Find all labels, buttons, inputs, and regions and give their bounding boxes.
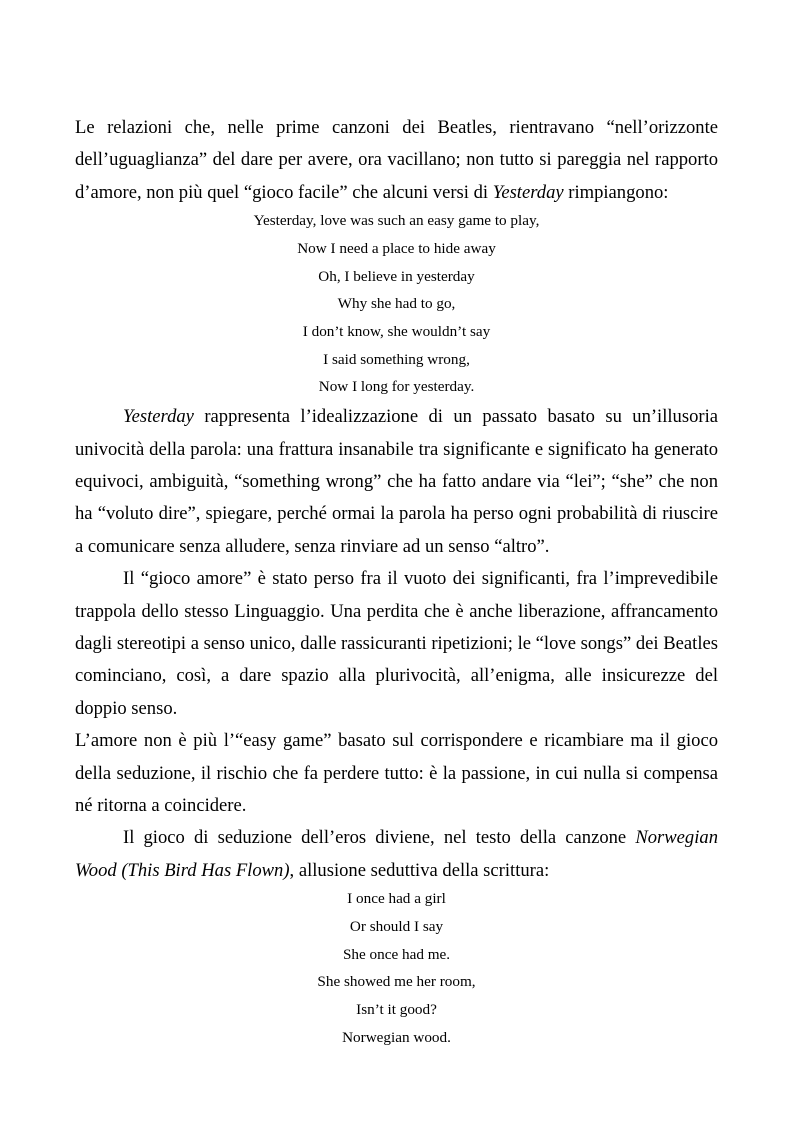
paragraph-yesterday-analysis-text: rappresenta l’idealizzazione di un passato basato su un’illusoria univocità della parola: una frattura insanabile tra significante e significato ha generato equivoci, ambiguità, “something wrong” che ha fatto andare via “lei”; “she” che non ha “voluto dire”, spiegare, perché ormai la parola ha perso ogni probabilità di riuscire a comunicare senza alludere, senza rinviare ad un senso “altro”. [75,406,718,557]
lyric-line: Or should I say [349,917,444,935]
lyric-line: She showed me her room, [317,973,476,991]
paragraph-intro-end: rimpiangono: [563,181,669,203]
lyric-line: I don’t know, she wouldn’t say [302,323,491,341]
lyric-line: Why she had to go, [337,295,456,313]
paragraph-seduzione [75,822,718,887]
lyric-line: Now I long for yesterday. [318,378,475,396]
document-page [75,112,718,1051]
paragraph-yesterday-analysis [75,401,718,563]
paragraph-intro-text: Le relazioni che, nelle prime canzoni dei Beatles, rientravano “nell’orizzonte dell’uguaglianza” del dare per avere, ora vacillano; non tutto si pareggia nel rapporto d’amore, non più quel “gioco facile” che alcuni versi di [75,117,718,203]
paragraph-seduzione-end: , allusione seduttiva della scrittura: [289,859,550,881]
paragraph-gioco-amore: Il “gioco amore” è stato perso fra il vuoto dei significanti, fra l’imprevedibile trappola dello stesso Linguaggio. Una perdita che è anche liberazione, affrancamento dagli stereotipi a senso unico, dalle rassicuranti ripetizioni; le “love songs” dei Beatles cominciano, così, a dare spazio alla plurivocità, all’enigma, alle insicurezze del doppio senso. [75,568,718,719]
paragraph-easy-game: L’amore non è più l’“easy game” basato sul corrispondere e ricambiare ma il gioco della seduzione, il rischio che fa perdere tutto: è la passione, in cui nulla si compensa né ritorna a coincidere. [75,730,718,817]
lyric-line: She once had me. [342,945,451,963]
song-title-yesterday: Yesterday [123,406,194,428]
lyric-line: Oh, I believe in yesterday [318,267,475,285]
lyric-line: Now I need a place to hide away [297,239,496,257]
lyric-line: Norwegian wood. [342,1028,451,1046]
paragraph-intro [75,112,718,209]
lyric-line: Isn’t it good? [356,1001,437,1019]
lyric-line: I said something wrong, [323,350,470,368]
paragraph-seduzione-text: Il gioco di seduzione dell’eros diviene, nel testo della canzone [123,827,636,849]
lyric-line: I once had a girl [347,890,446,908]
song-title-norwegian-wood: Norwegian Wood (This Bird Has Flown) [75,827,718,881]
lyrics-yesterday [75,207,718,401]
song-title-yesterday: Yesterday [492,181,564,203]
lyrics-norwegian-wood [75,885,718,1051]
lyric-line: Yesterday, love was such an easy game to play, [253,212,540,230]
